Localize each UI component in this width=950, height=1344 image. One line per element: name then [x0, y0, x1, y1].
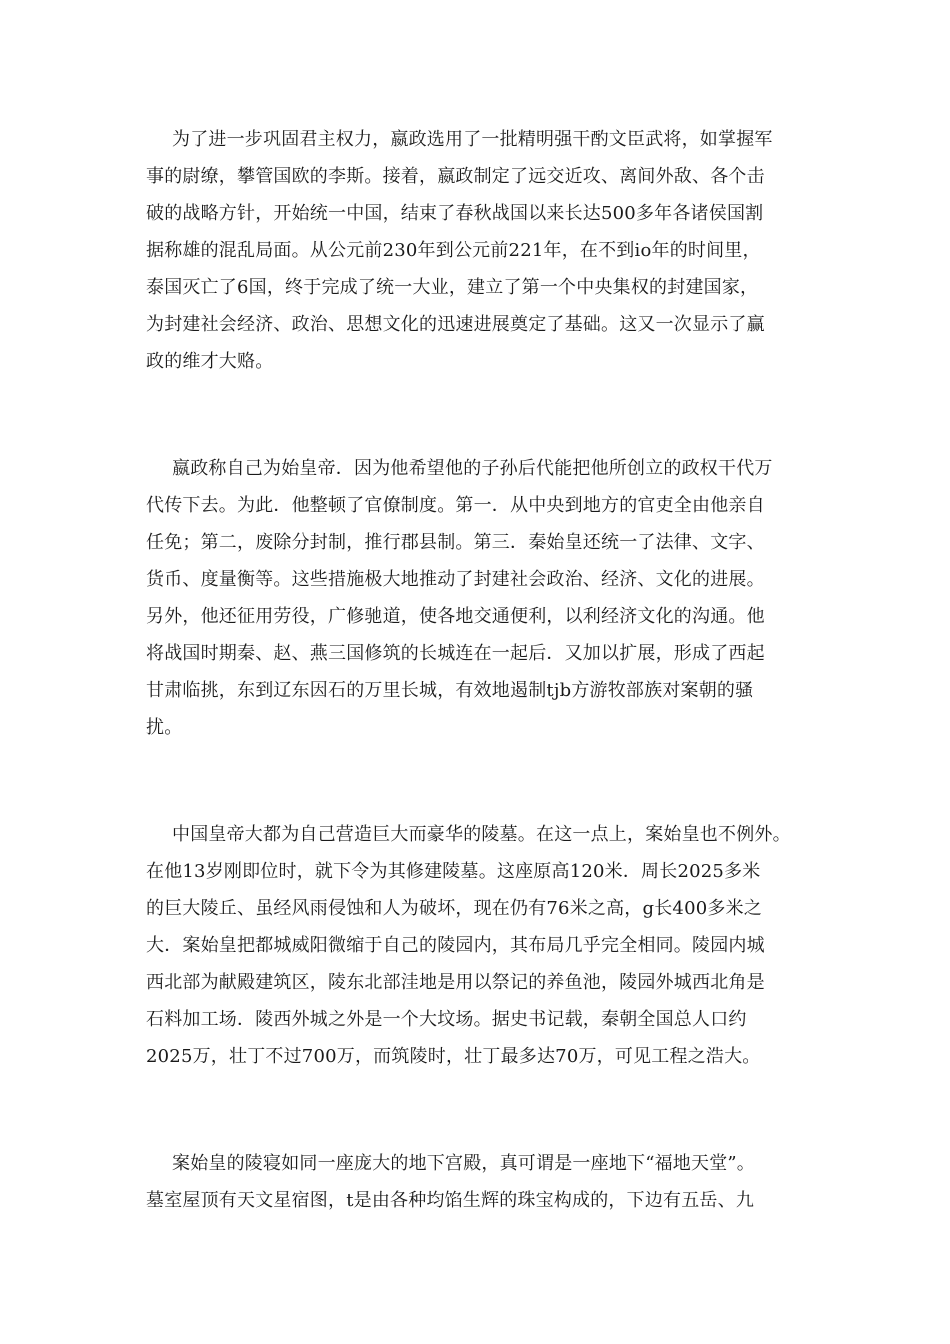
paragraph-line: 墓室屋顶有天文星宿图，t是由各种均馅生辉的珠宝构成的，下边有五岳、九	[146, 1190, 755, 1211]
paragraph-line: 政的维才大赂。	[146, 351, 274, 372]
paragraph-line: 案始皇的陵寝如同一座庞大的地下宫殿，真可谓是一座地下“福地天堂”。	[172, 1153, 756, 1174]
paragraph-line: 大．案始皇把都城威阳微缩于自己的陵园内，其布局几乎完全相同。陵园内城	[146, 935, 765, 956]
paragraph-line: 西北部为献殿建筑区，陵东北部洼地是用以祭记的养鱼池，陵园外城西北角是	[146, 972, 765, 993]
paragraph-line: 破的战略方针，开始统一中国，结束了春秋战国以来长达500多年各诸侯国割	[146, 203, 764, 224]
paragraph-line: 泰国灭亡了6国，终于完成了统一大业，建立了第一个中央集权的封建国家，	[146, 277, 759, 298]
paragraph-line: 在他13岁刚即位时，就下令为其修建陵墓。这座原高120米．周长2025多米	[146, 861, 761, 882]
paragraph-line: 甘肃临挑，东到辽东因石的万里长城，有效地遏制tjb方游牧部族对案朝的骚	[146, 680, 754, 701]
paragraph-line: 任免；第二，废除分封制，推行郡县制。第三．秦始皇还统一了法律、文字、	[146, 532, 765, 553]
paragraph-line: 据称雄的混乱局面。从公元前230年到公元前221年，在不到io年的时间里，	[146, 240, 761, 261]
paragraph-line: 事的尉缭，攀管国欧的李斯。接着，嬴政制定了远交近攻、离间外敌、各个击	[146, 166, 765, 187]
paragraph-line: 的巨大陵丘、虽经风雨侵蚀和人为破坏，现在仍有76米之高，g长400多米之	[146, 898, 762, 919]
paragraph-line: 石料加工场．陵西外城之外是一个大坟场。据史书记载，秦朝全国总人口约	[146, 1009, 747, 1030]
paragraph-line: 2025万，壮丁不过700万，而筑陵时，壮丁最多达70万，可见工程之浩大。	[146, 1046, 761, 1067]
paragraph-line: 另外，他还征用劳役，广修驰道，使各地交通便利，以利经济文化的沟通。他	[146, 606, 765, 627]
paragraph-line: 货币、度量衡等。这些措施极大地推动了封建社会政治、经济、文化的进展。	[146, 569, 765, 590]
paragraph-line: 为了进一步巩固君主权力，嬴政选用了一批精明强干酌文臣武将，如掌握军	[172, 129, 773, 150]
paragraph-line: 为封建社会经济、政治、思想文化的迅速进展奠定了基础。这又一次显示了赢	[146, 314, 765, 335]
paragraph-line: 中国皇帝大都为自己营造巨大而豪华的陵墓。在这一点上，案始皇也不例外。	[172, 824, 791, 845]
paragraph-line: 将战国时期秦、赵、燕三国修筑的长城连在一起后．又加以扩展，形成了西起	[146, 643, 765, 664]
paragraph-line: 扰。	[146, 717, 183, 738]
paragraph-line: 嬴政称自己为始皇帝．因为他希望他的子孙后代能把他所创立的政权干代万	[172, 458, 773, 479]
paragraph-line: 代传下去。为此．他整顿了官僚制度。第一．从中央到地方的官吏全由他亲自	[146, 495, 765, 516]
